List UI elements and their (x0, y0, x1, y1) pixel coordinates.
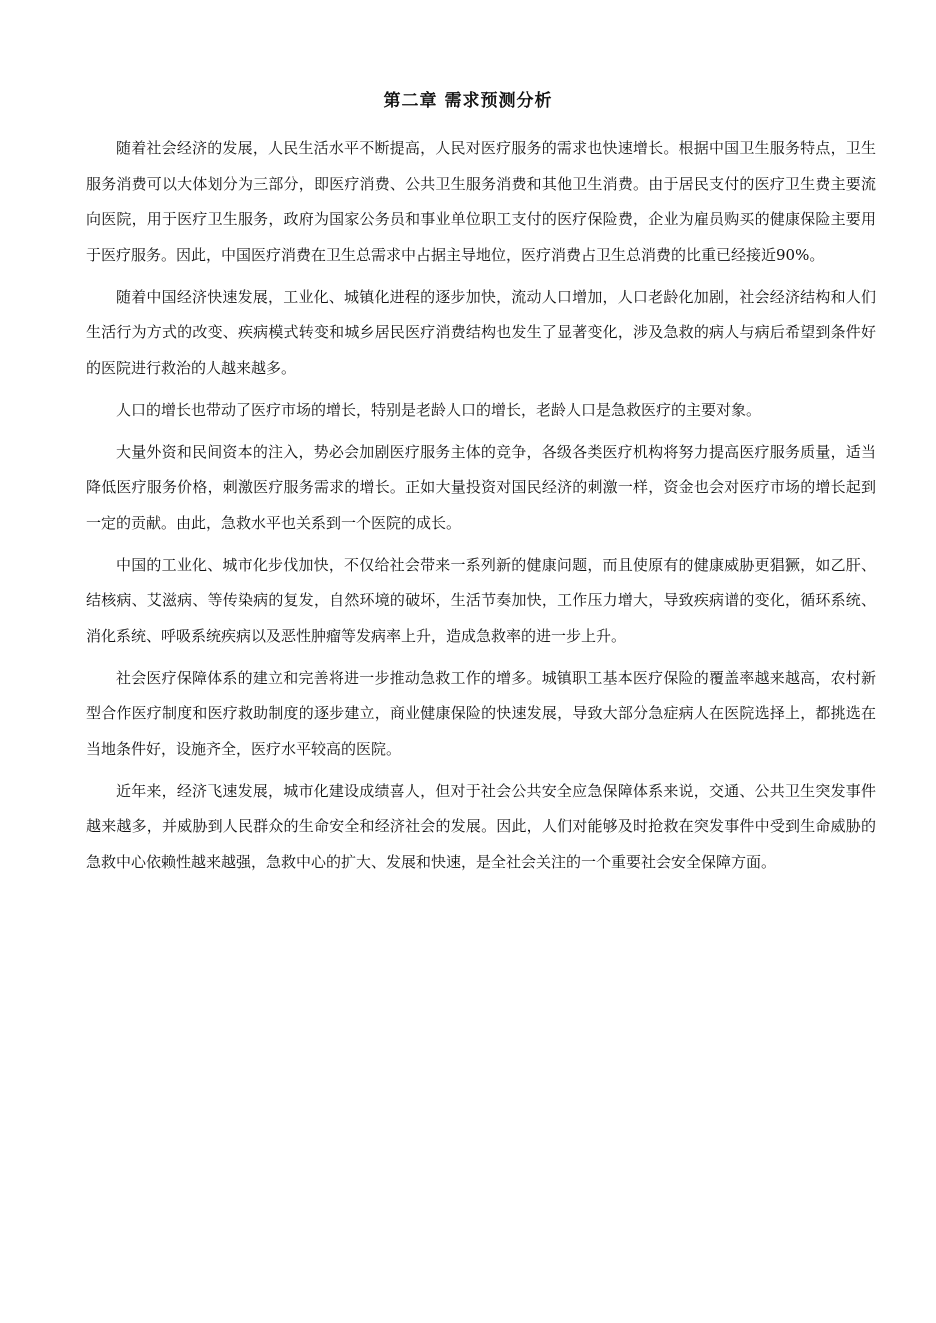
paragraph: 人口的增长也带动了医疗市场的增长，特别是老龄人口的增长，老龄人口是急救医疗的主要对象。 (116, 400, 762, 419)
paragraph: 大量外资和民间资本的注入，势必会加剧医疗服务主体的竞争，各级各类医疗机构将努力提高医疗服务质量，适当降低医疗服务价格，刺激医疗服务需求的增长。正如大量投资对国民经济的刺激一样，资金也会对医疗市场的增长起到一定的贡献。由此，急救水平也关系到一个医院的成长。 (86, 442, 876, 532)
paragraph: 近年来，经济飞速发展，城市化建设成绩喜人，但对于社会公共安全应急保障体系来说，交通、公共卫生突发事件越来越多，并威胁到人民群众的生命安全和经济社会的发展。因此，人们对能够及时抢救在突发事件中受到生命威胁的急救中心依赖性越来越强，急救中心的扩大、发展和快速，是全社会关注的一个重要社会安全保障方面。 (86, 781, 876, 871)
paragraph: 随着中国经济快速发展，工业化、城镇化进程的逐步加快，流动人口增加，人口老龄化加剧，社会经济结构和人们生活行为方式的改变、疾病模式转变和城乡居民医疗消费结构也发生了显著变化，涉及急救的病人与病后希望到条件好的医院进行救治的人越来越多。 (86, 287, 876, 377)
paragraph: 中国的工业化、城市化步伐加快，不仅给社会带来一系列新的健康问题，而且使原有的健康威胁更猖獗，如乙肝、结核病、艾滋病、等传染病的复发，自然环境的破坏，生活节奏加快，工作压力增大，导致疾病谱的变化，循环系统、消化系统、呼吸系统疾病以及恶性肿瘤等发病率上升，造成急救率的进一步上升。 (86, 555, 876, 645)
document-body (86, 131, 876, 887)
page-title: 第二章 需求预测分析 (383, 91, 553, 111)
paragraph: 社会医疗保障体系的建立和完善将进一步推动急救工作的增多。城镇职工基本医疗保险的覆盖率越来越高，农村新型合作医疗制度和医疗救助制度的逐步建立，商业健康保险的快速发展，导致大部分急症病人在医院选择上，都挑选在当地条件好，设施齐全，医疗水平较高的医院。 (86, 668, 876, 758)
paragraph: 随着社会经济的发展，人民生活水平不断提高，人民对医疗服务的需求也快速增长。根据中国卫生服务特点，卫生服务消费可以大体划分为三部分，即医疗消费、公共卫生服务消费和其他卫生消费。由于居民支付的医疗卫生费主要流向医院，用于医疗卫生服务，政府为国家公务员和事业单位职工支付的医疗保险费，企业为雇员购买的健康保险主要用于医疗服务。因此，中国医疗消费在卫生总需求中占据主导地位，医疗消费占卫生总消费的比重已经接近90%。 (86, 139, 876, 264)
